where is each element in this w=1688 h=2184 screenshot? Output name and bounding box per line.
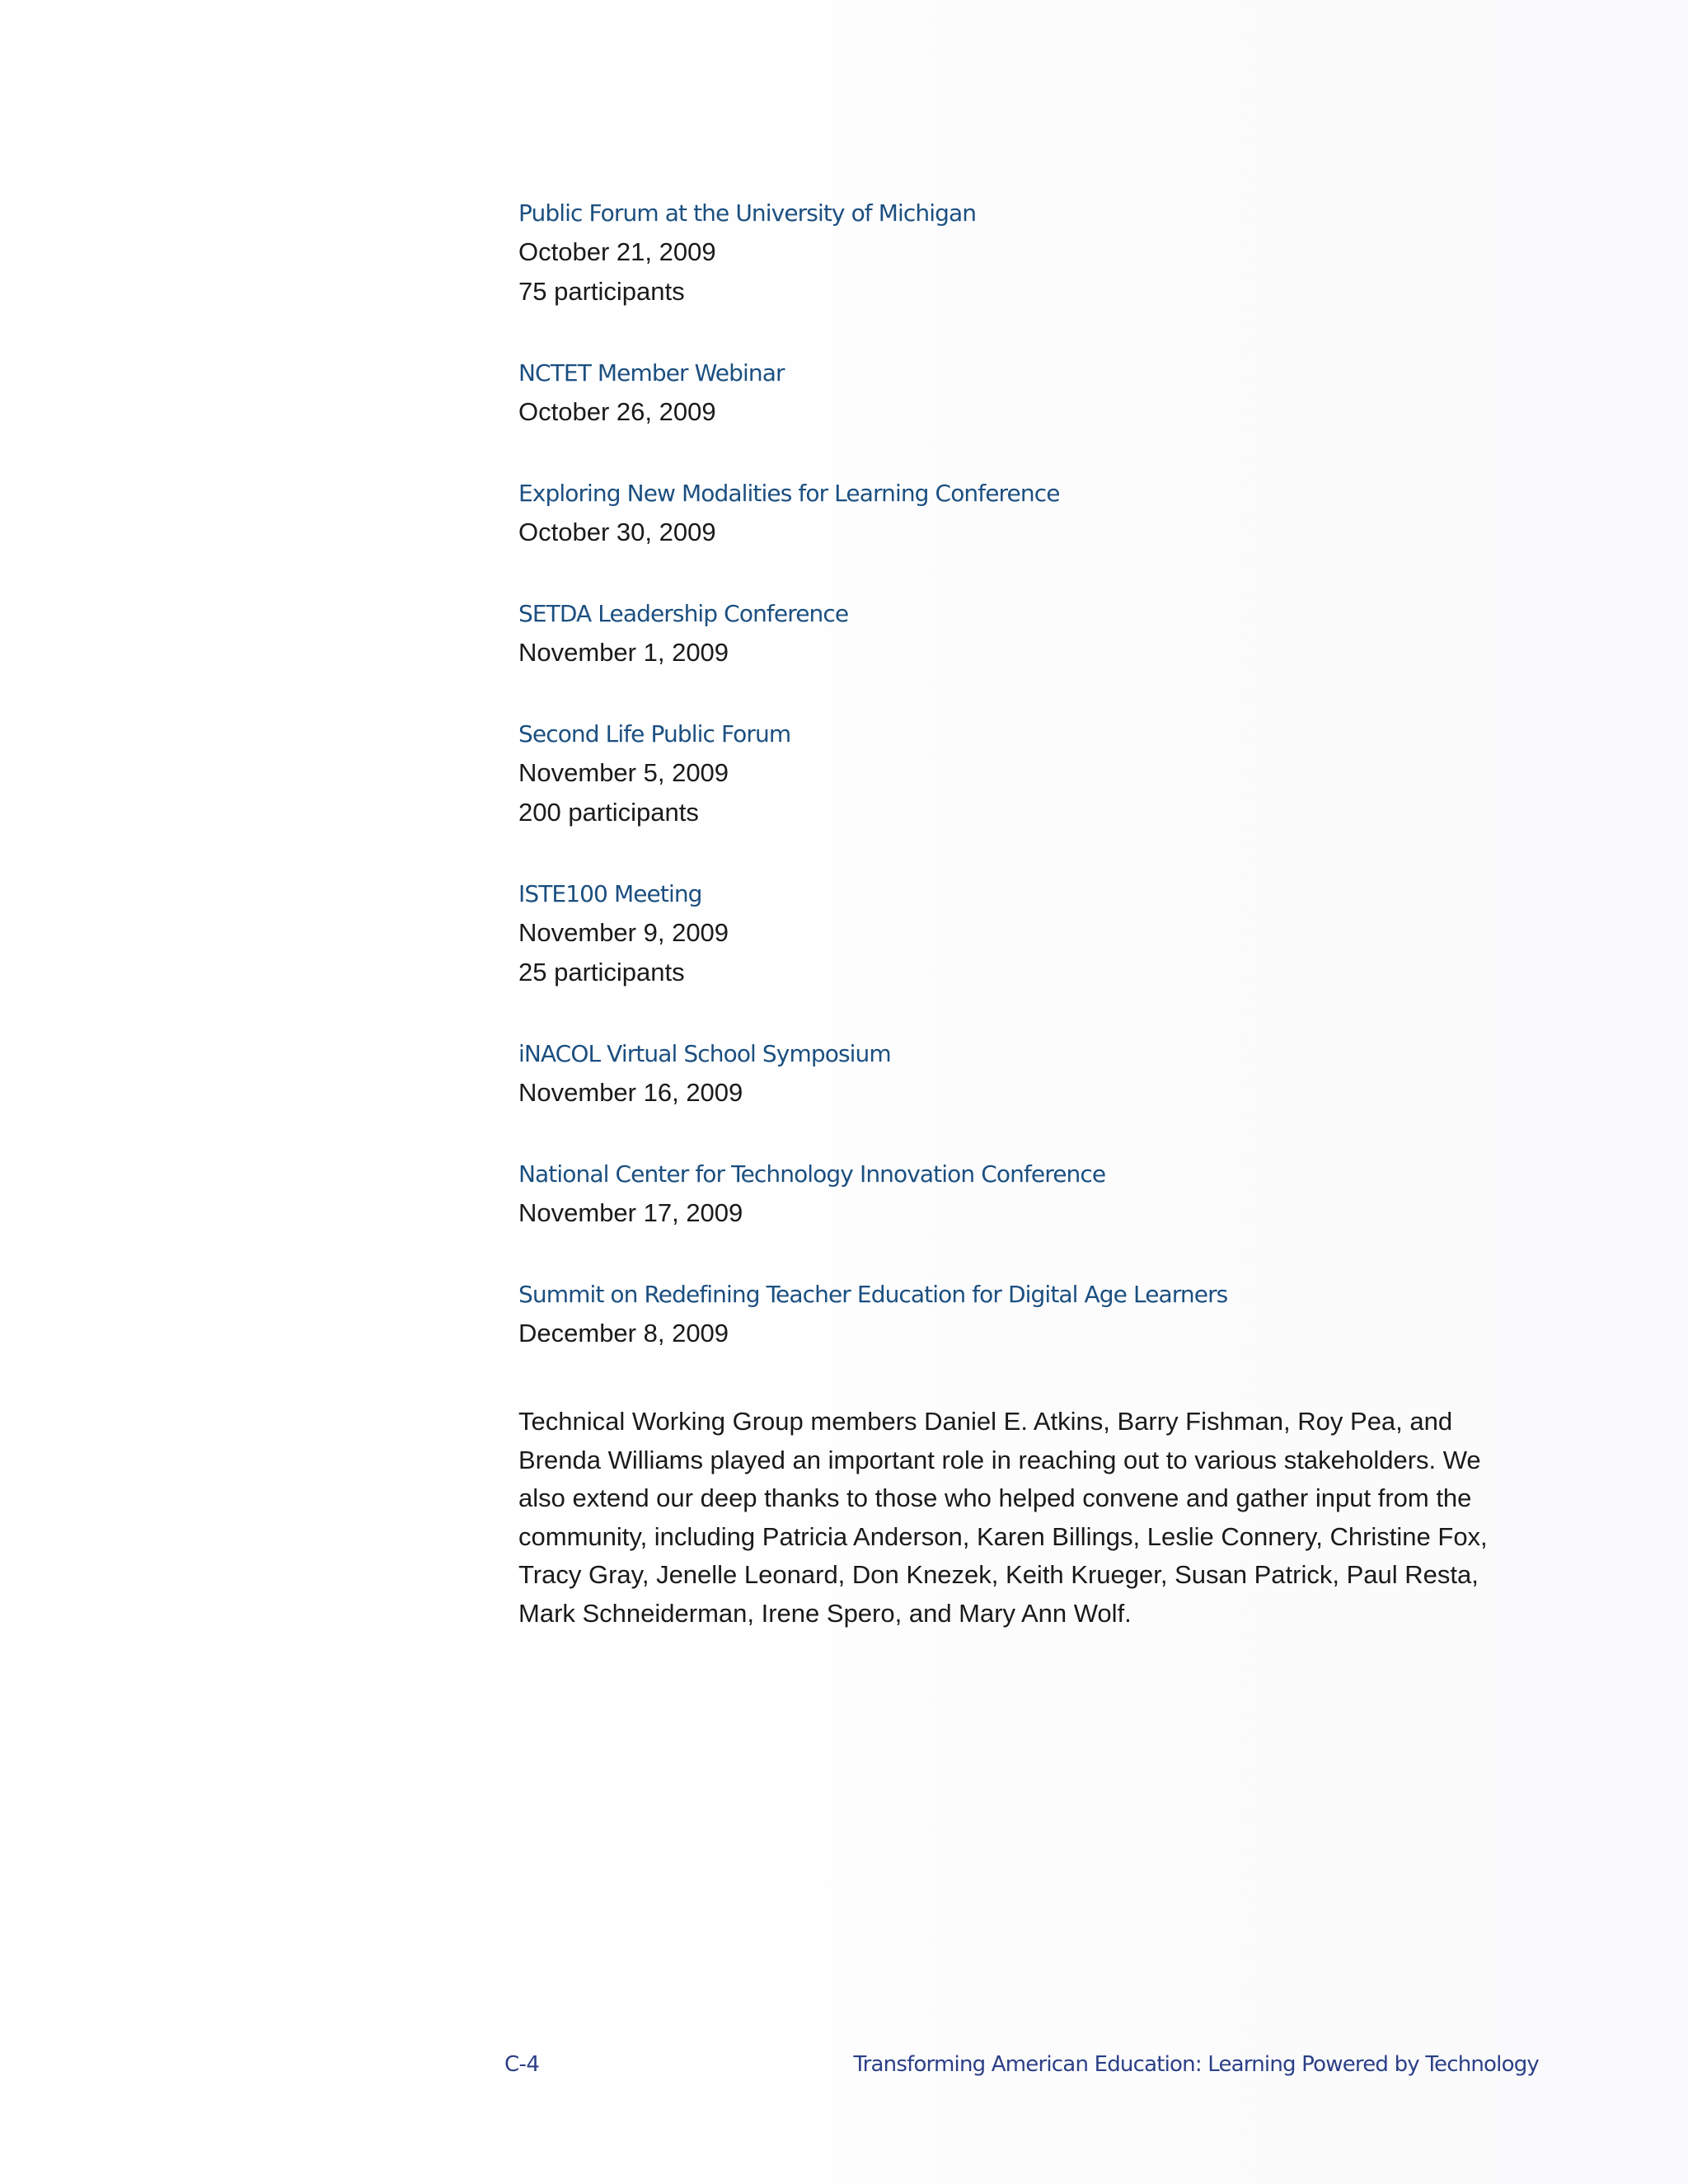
event-title: ISTE100 Meeting [518,880,702,907]
event-participants: 75 participants [518,277,685,306]
event-date: October 21, 2009 [518,237,716,266]
event-entry [518,1276,1532,1353]
event-date: December 8, 2009 [518,1319,729,1347]
acknowledgment-paragraph: Technical Working Group members Daniel E. Atkins, Barry Fishman, Roy Pea, and Brenda Williams played an important role in reaching out to various stakeholders. We also extend our deep thanks to those who helped convene and gather input from the community, including Patricia Anderson, Karen Billings, Leslie Connery, Christine Fox, Tracy Gray, Jenelle Leonard, Don Knezek, Keith Krueger, Susan Patrick, Paul Resta, Mark Schneiderman, Irene Spero, and Mary Ann Wolf. [518,1407,1488,1628]
event-entry [518,194,1532,312]
spacer [518,992,1532,1035]
event-title: NCTET Member Webinar [518,359,785,387]
publication-title: Transforming American Education: Learning Powered by Technology [853,2052,1539,2077]
event-title: Summit on Redefining Teacher Education for Digital Age Learners [518,1281,1228,1308]
spacer [518,552,1532,595]
page-number: C-4 [504,2052,540,2077]
spacer [518,1353,1532,1396]
event-title: Public Forum at the University of Michigan [518,199,977,227]
event-date: November 1, 2009 [518,638,729,667]
event-entry [518,1155,1532,1233]
event-date: October 30, 2009 [518,518,716,546]
spacer [518,432,1532,475]
spacer [518,1233,1532,1276]
event-entry [518,1035,1532,1113]
event-title: Second Life Public Forum [518,720,791,748]
event-date: October 26, 2009 [518,397,716,426]
event-title: National Center for Technology Innovation Conference [518,1160,1106,1188]
event-participants: 200 participants [518,798,699,827]
event-entry [518,715,1532,832]
event-entry [518,595,1532,673]
event-date: November 16, 2009 [518,1078,743,1107]
spacer [518,832,1532,875]
event-date: November 5, 2009 [518,758,729,787]
event-title: Exploring New Modalities for Learning Conference [518,480,1060,507]
event-date: November 17, 2009 [518,1198,743,1227]
event-title: SETDA Leadership Conference [518,600,849,627]
event-date: November 9, 2009 [518,918,729,947]
page-content [518,194,1532,1633]
spacer [518,1113,1532,1155]
spacer [518,673,1532,715]
event-title: iNACOL Virtual School Symposium [518,1040,891,1067]
event-entry [518,354,1532,432]
event-entry [518,475,1532,552]
event-entry [518,875,1532,992]
spacer [518,312,1532,354]
event-participants: 25 participants [518,958,685,987]
